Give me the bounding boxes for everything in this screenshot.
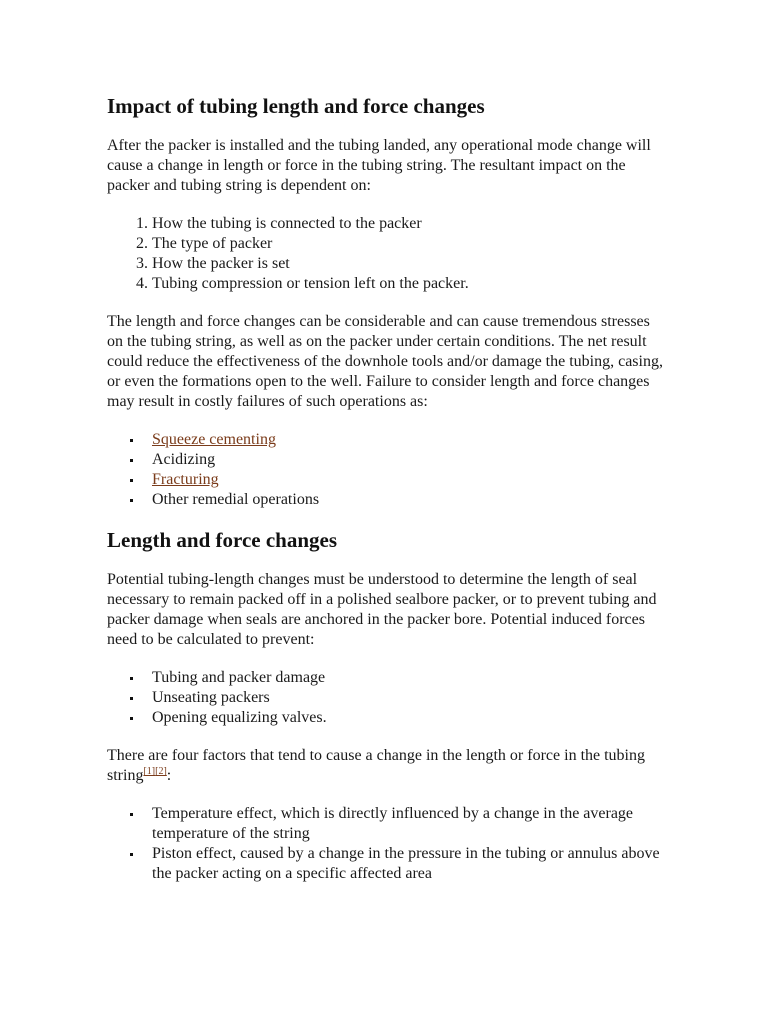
list-item: 3. How the packer is set <box>152 254 668 274</box>
operations-list <box>107 430 668 510</box>
list-item: 2. The type of packer <box>152 234 668 254</box>
intro-paragraph: After the packer is installed and the tubing landed, any operational mode change will cause a change in length or force in the tubing string. The resultant impact on the packer and tubing string is dependent on: <box>107 137 651 194</box>
dependency-list <box>107 214 668 294</box>
citation-link-2[interactable]: [2] <box>155 766 167 777</box>
list-item: Tubing and packer damage <box>152 668 668 688</box>
citation-superscript <box>143 766 166 777</box>
list-item: 1. How the tubing is connected to the packer <box>152 214 668 234</box>
list-item: Temperature effect, which is directly influenced by a change in the average temperature of the string <box>152 804 668 844</box>
list-item: 4. Tubing compression or tension left on the packer. <box>152 274 668 294</box>
effects-list <box>107 804 668 884</box>
length-change-paragraph: Potential tubing-length changes must be understood to determine the length of seal necessary to remain packed off in a polished sealbore packer, or to prevent tubing and packer damage when seals are anchored in the packer bore. Potential induced forces need to be calculated to prevent: <box>107 571 657 648</box>
list-item: Opening equalizing valves. <box>152 708 668 728</box>
citation-link-1[interactable]: [1] <box>143 766 156 777</box>
fracturing-link[interactable]: Fracturing <box>152 471 219 488</box>
four-factors-text: There are four factors that tend to cause a change in the length or force in the tubing string <box>107 747 645 784</box>
list-item: Unseating packers <box>152 688 668 708</box>
colon-suffix: : <box>166 767 172 784</box>
stress-paragraph: The length and force changes can be considerable and can cause tremendous stresses on the tubing string, as well as on the packer under certain conditions. The net result could reduce the effectiveness of the downhole tools and/or damage the tubing, casing, or even the formations open to the well. Failure to consider length and force changes may result in costly failures of such operations as: <box>107 313 663 410</box>
list-item: Other remedial operations <box>152 490 668 510</box>
list-item: Piston effect, caused by a change in the pressure in the tubing or annulus above the packer acting on a specific affected area <box>152 844 668 884</box>
section-heading-impact: Impact of tubing length and force changes <box>107 94 485 118</box>
list-item <box>152 470 668 490</box>
four-factors-paragraph <box>107 746 668 786</box>
squeeze-cementing-link[interactable]: Squeeze cementing <box>152 431 276 448</box>
section-heading-length-force: Length and force changes <box>107 528 338 552</box>
prevent-list <box>107 668 668 728</box>
list-item <box>152 430 668 450</box>
list-item: Acidizing <box>152 450 668 470</box>
